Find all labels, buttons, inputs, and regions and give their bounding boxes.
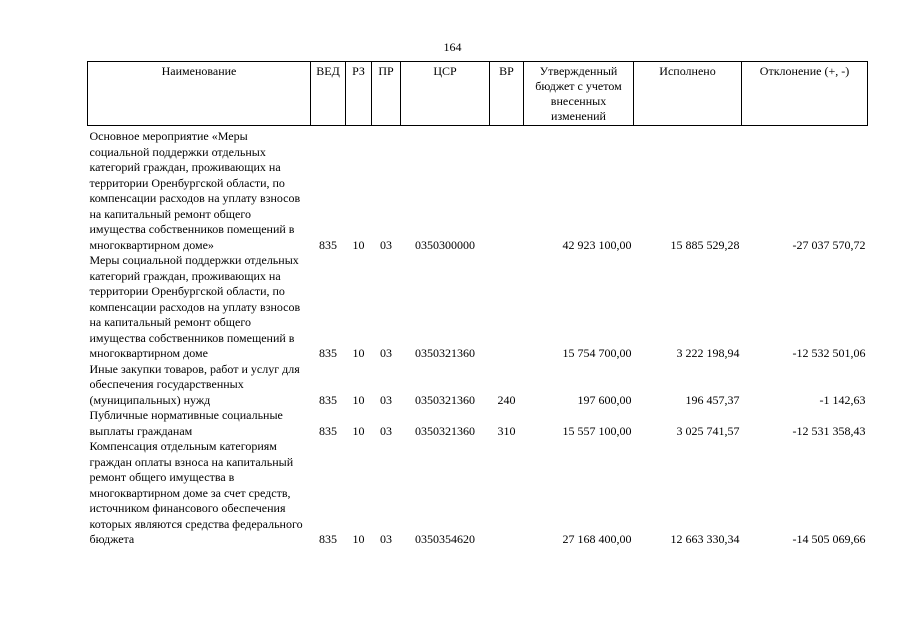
row-ved: 835 — [319, 346, 337, 360]
row-rz: 10 — [352, 423, 365, 438]
header-rz: РЗ — [346, 62, 372, 126]
row-executed: 3 222 198,94 — [676, 346, 740, 360]
row-approved: 27 168 400,00 — [562, 532, 632, 546]
table-row — [88, 439, 868, 548]
header-deviation: Отклонение (+, -) — [742, 62, 868, 126]
table-row — [88, 126, 868, 254]
row-name: Меры социальной поддержки отдельных категорий граждан, проживающих на территории Оренбургской области, по компенсации расходов на уплату взносов на капитальный ремонт общего имущества собственников помещений в многоквартирном доме — [89, 253, 301, 360]
table-row — [88, 408, 868, 439]
header-ved: ВЕД — [311, 62, 346, 126]
header-executed: Исполнено — [634, 62, 742, 126]
row-pr: 03 — [380, 237, 392, 252]
row-ved: 835 — [319, 532, 337, 546]
page-number: 164 — [443, 40, 462, 54]
budget-execution-table — [87, 61, 868, 548]
row-name: Компенсация отдельным категориям граждан оплаты взноса на капитальный ремонт общего имущества в многоквартирном доме за счет средств, источником финансового обеспечения которых являются средства федерального бюджета — [89, 439, 303, 546]
table-row — [88, 362, 868, 409]
row-approved: 15 557 100,00 — [562, 423, 632, 438]
row-executed: 12 663 330,34 — [670, 532, 740, 546]
row-csr: 0350321360 — [415, 392, 475, 407]
row-executed: 3 025 741,57 — [676, 423, 740, 438]
row-pr: 03 — [380, 346, 392, 360]
row-rz: 10 — [352, 346, 365, 360]
row-vr — [490, 439, 524, 548]
row-deviation: -1 142,63 — [819, 392, 866, 407]
row-rz: 10 — [352, 237, 365, 252]
table-header-row — [88, 62, 868, 126]
header-name: Наименование — [88, 62, 311, 126]
row-name: Основное мероприятие «Меры социальной поддержки отдельных категорий граждан, проживающих на территории Оренбургской области, по компенсации расходов на уплату взносов на капитальный ремонт общего имущества собственников помещений в многоквартирном доме» — [89, 129, 301, 252]
row-csr: 0350321360 — [415, 423, 475, 438]
row-executed: 15 885 529,28 — [670, 237, 740, 252]
row-approved: 197 600,00 — [577, 392, 632, 407]
row-deviation: -27 037 570,72 — [792, 237, 866, 252]
row-csr: 0350300000 — [415, 237, 475, 252]
header-csr: ЦСР — [401, 62, 490, 126]
row-approved: 15 754 700,00 — [562, 346, 632, 360]
row-pr: 03 — [380, 423, 392, 438]
row-rz: 10 — [352, 532, 365, 546]
row-csr: 0350321360 — [415, 346, 475, 360]
header-approved: Утвержденный бюджет с учетом внесенных изменений — [524, 62, 634, 126]
row-pr: 03 — [380, 532, 392, 546]
row-rz: 10 — [352, 392, 365, 407]
header-vr: ВР — [490, 62, 524, 126]
row-pr: 03 — [380, 392, 392, 407]
row-name: Публичные нормативные социальные выплаты гражданам — [89, 408, 283, 438]
row-ved: 835 — [319, 237, 337, 252]
row-ved: 835 — [319, 423, 337, 438]
row-csr: 0350354620 — [415, 532, 475, 546]
row-approved: 42 923 100,00 — [562, 237, 632, 252]
row-name: Иные закупки товаров, работ и услуг для обеспечения государственных (муниципальных) нужд — [89, 361, 300, 407]
row-vr — [490, 253, 524, 362]
row-deviation: -12 532 501,06 — [792, 346, 866, 360]
row-ved: 835 — [319, 392, 337, 407]
row-deviation: -12 531 358,43 — [792, 423, 866, 438]
row-executed: 196 457,37 — [685, 392, 740, 407]
row-vr: 240 — [497, 392, 516, 407]
row-vr: 310 — [497, 423, 516, 438]
row-deviation: -14 505 069,66 — [792, 532, 866, 546]
table-row — [88, 253, 868, 362]
row-vr — [490, 126, 524, 254]
header-pr: ПР — [372, 62, 401, 126]
